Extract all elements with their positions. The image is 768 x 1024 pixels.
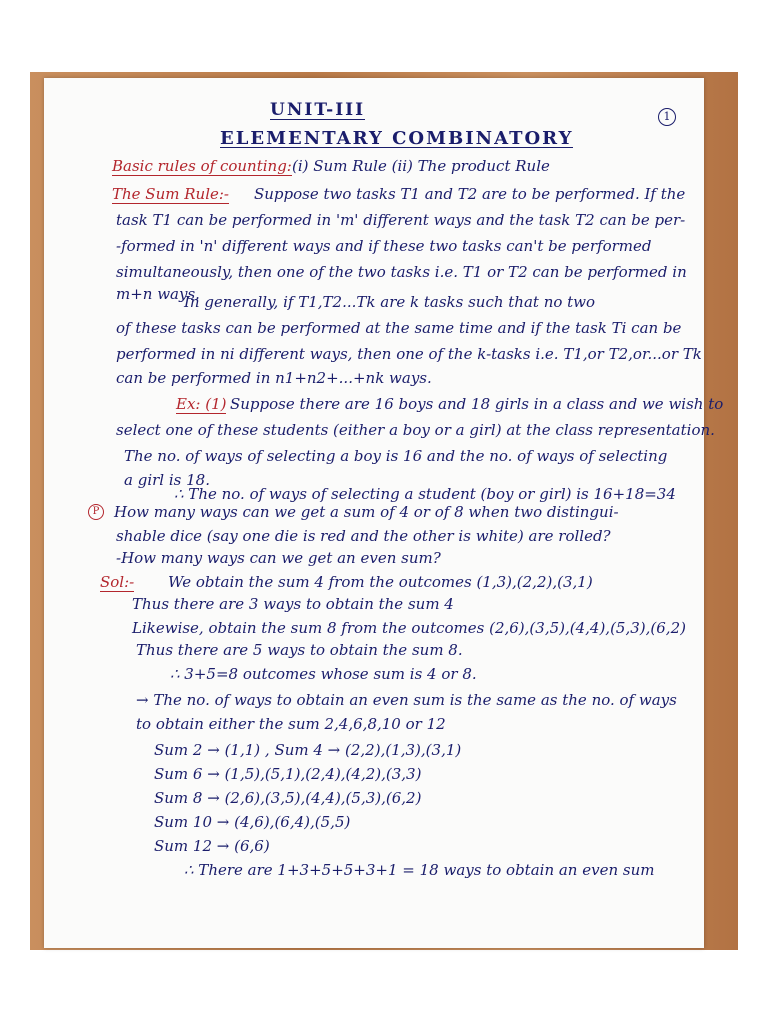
example-conclusion: ∴ The no. of ways of selecting a student (boy or girl) is 16+18=34 [174, 485, 676, 503]
example-line: Suppose there are 16 boys and 18 girls in a class and we wish to [230, 395, 724, 413]
sum-line: Sum 8 → (2,6),(3,5),(4,4),(5,3),(6,2) [154, 789, 422, 807]
example-line: select one of these students (either a boy or a girl) at the class representation. [116, 421, 715, 439]
problem-marker: P [88, 504, 104, 520]
unit-heading: UNIT-III [270, 100, 366, 120]
solution-label: Sol:- [100, 573, 135, 591]
sum-line: Sum 6 → (1,5),(5,1),(2,4),(4,2),(3,3) [154, 765, 422, 783]
solution-line: Thus there are 5 ways to obtain the sum 8. [136, 641, 463, 659]
sum-line: Sum 12 → (6,6) [154, 837, 270, 855]
sum-rule-line: -formed in 'n' different ways and if these two tasks can't be performed [116, 237, 652, 255]
solution-line: Likewise, obtain the sum 8 from the outcomes (2,6),(3,5),(4,4),(5,3),(6,2) [132, 619, 686, 637]
even-sum-conclusion: ∴ There are 1+3+5+5+3+1 = 18 ways to obtain an even sum [184, 861, 655, 879]
sum-line: Sum 2 → (1,1) , Sum 4 → (2,2),(1,3),(3,1) [154, 741, 462, 759]
problem-line: shable dice (say one die is red and the other is white) are rolled? [116, 527, 611, 545]
solution-line: Thus there are 3 ways to obtain the sum 4 [132, 595, 454, 613]
problem-line: How many ways can we get a sum of 4 or of 8 when two distingui- [114, 503, 619, 521]
general-line: of these tasks can be performed at the same time and if the task Ti can be [116, 319, 682, 337]
even-line: → The no. of ways to obtain an even sum is the same as the no. of ways [136, 691, 677, 709]
sum-line: Sum 10 → (4,6),(6,4),(5,5) [154, 813, 351, 831]
example-line: a girl is 18. [124, 471, 210, 489]
example-line: The no. of ways of selecting a boy is 16 and the no. of ways of selecting [124, 447, 668, 465]
solution-line: We obtain the sum 4 from the outcomes (1,3),(2,2),(3,1) [168, 573, 593, 591]
solution-line: ∴ 3+5=8 outcomes whose sum is 4 or 8. [170, 665, 477, 683]
general-line: In generally, if T1,T2...Tk are k tasks such that no two [184, 293, 596, 311]
notebook-page [44, 78, 724, 948]
sum-rule-line: task T1 can be performed in 'm' different ways and the task T2 can be per- [116, 211, 686, 229]
page-title: ELEMENTARY COMBINATORY [220, 128, 574, 149]
sum-rule-line: simultaneously, then one of the two tasks i.e. T1 or T2 can be performed in [116, 263, 687, 281]
even-line: to obtain either the sum 2,4,6,8,10 or 12 [136, 715, 446, 733]
general-line: can be performed in n1+n2+...+nk ways. [116, 369, 432, 387]
general-line: performed in ni different ways, then one of the k-tasks i.e. T1,or T2,or...or Tk [116, 345, 702, 363]
sum-rule-line: Suppose two tasks T1 and T2 are to be performed. If the [254, 185, 686, 203]
basic-rules-list: (i) Sum Rule (ii) The product Rule [292, 157, 550, 175]
sum-rule-label: The Sum Rule:- [112, 185, 229, 203]
problem-line: -How many ways can we get an even sum? [116, 549, 441, 567]
page-number: 1 [658, 108, 676, 126]
example-label: Ex: (1) [176, 395, 227, 413]
basic-rules-label: Basic rules of counting: [112, 157, 292, 175]
sum-rule-line: m+n ways. [116, 285, 200, 303]
